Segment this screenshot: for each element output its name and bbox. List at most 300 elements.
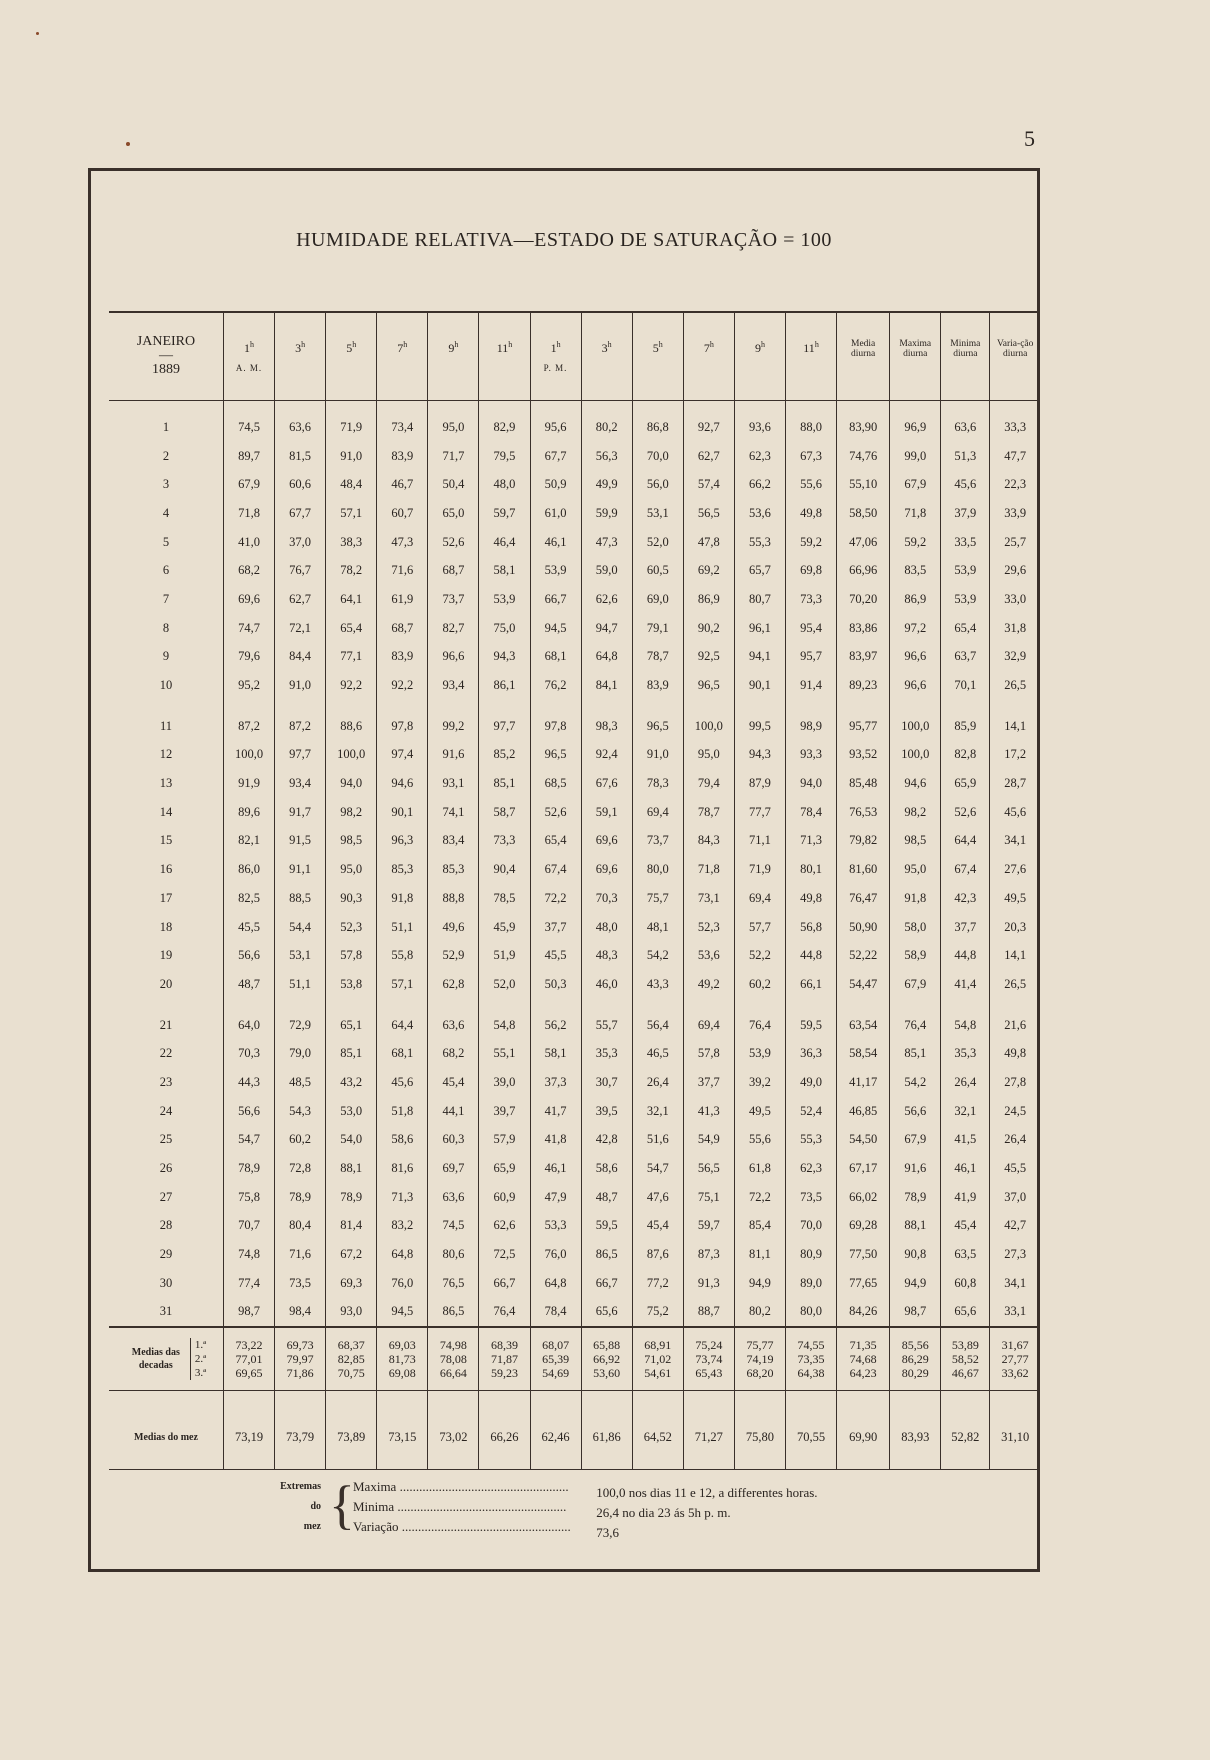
decade-value: 71,35 [849, 1338, 877, 1353]
value-cell: 46,1 [530, 1154, 581, 1183]
month-mean-cell: 73,79 [275, 1391, 326, 1470]
value-cell: 60,6 [275, 470, 326, 499]
value-cell: 72,9 [275, 999, 326, 1040]
value-cell: 75,8 [223, 1183, 274, 1212]
value-cell: 65,4 [530, 827, 581, 856]
value-cell: 56,0 [632, 470, 683, 499]
hour-header [581, 313, 632, 401]
extreme-key: Variação ..... [353, 1517, 593, 1537]
value-cell: 56,6 [223, 941, 274, 970]
value-cell: 98,5 [326, 827, 377, 856]
value-cell: 67,9 [890, 1126, 941, 1155]
value-cell: 55,10 [837, 470, 890, 499]
decade-cell [734, 1327, 785, 1391]
value-cell: 33,5 [941, 528, 990, 557]
decade-number: 3.ª [194, 1367, 207, 1380]
value-cell: 76,0 [530, 1240, 581, 1269]
value-cell: 52,9 [428, 941, 479, 970]
value-cell: 84,3 [683, 827, 734, 856]
value-cell: 94,1 [734, 643, 785, 672]
value-cell: 50,90 [837, 913, 890, 942]
value-cell: 52,22 [837, 941, 890, 970]
value-cell: 65,6 [941, 1298, 990, 1328]
value-cell: 52,6 [941, 798, 990, 827]
day-cell: 6 [162, 563, 170, 578]
value-cell: 93,0 [326, 1298, 377, 1328]
value-cell: 100,0 [890, 741, 941, 770]
value-cell: 91,6 [890, 1154, 941, 1183]
value-cell: 62,8 [428, 970, 479, 999]
value-cell: 53,3 [530, 1212, 581, 1241]
value-cell: 54,7 [223, 1126, 274, 1155]
value-cell: 78,4 [785, 798, 836, 827]
value-cell: 85,1 [479, 769, 530, 798]
value-cell: 93,1 [428, 769, 479, 798]
value-cell: 58,54 [837, 1039, 890, 1068]
value-cell: 54,3 [275, 1097, 326, 1126]
value-cell: 52,3 [326, 913, 377, 942]
value-cell: 69,7 [428, 1154, 479, 1183]
value-cell: 81,4 [326, 1212, 377, 1241]
year-label: 1889 [151, 362, 180, 377]
value-cell: 59,0 [581, 556, 632, 585]
value-cell: 90,8 [890, 1240, 941, 1269]
value-cell: 87,3 [683, 1240, 734, 1269]
hour-header [428, 313, 479, 401]
value-cell: 80,0 [632, 855, 683, 884]
value-cell: 91,0 [275, 671, 326, 700]
value-cell: 71,9 [734, 855, 785, 884]
value-cell: 97,4 [377, 741, 428, 770]
value-cell: 56,2 [530, 999, 581, 1040]
value-cell: 55,1 [479, 1039, 530, 1068]
decade-value: 73,74 [695, 1352, 723, 1367]
value-cell: 51,8 [377, 1097, 428, 1126]
value-cell: 54,4 [275, 913, 326, 942]
value-cell: 96,5 [683, 671, 734, 700]
value-cell: 78,7 [683, 798, 734, 827]
decade-value: 80,29 [901, 1366, 929, 1381]
value-cell: 45,5 [530, 941, 581, 970]
value-cell: 90,4 [479, 855, 530, 884]
value-cell: 85,1 [326, 1039, 377, 1068]
decade-value: 69,65 [235, 1366, 263, 1381]
value-cell: 45,9 [479, 913, 530, 942]
value-cell: 46,4 [479, 528, 530, 557]
value-cell: 69,6 [581, 855, 632, 884]
value-cell: 78,3 [632, 769, 683, 798]
value-cell: 35,3 [941, 1039, 990, 1068]
value-cell: 86,1 [479, 671, 530, 700]
table-row [109, 470, 1040, 499]
value-cell: 57,8 [326, 941, 377, 970]
value-cell: 94,0 [326, 769, 377, 798]
decade-value: 71,87 [490, 1352, 518, 1367]
value-cell: 48,7 [223, 970, 274, 999]
value-cell: 65,9 [479, 1154, 530, 1183]
hour-label: 3 [295, 341, 302, 355]
day-cell: 8 [162, 620, 170, 635]
value-cell: 72,2 [530, 884, 581, 913]
value-cell: 78,9 [223, 1154, 274, 1183]
value-cell: 45,5 [990, 1154, 1040, 1183]
value-cell: 85,3 [428, 855, 479, 884]
value-cell: 76,5 [428, 1269, 479, 1298]
value-cell: 41,17 [837, 1068, 890, 1097]
value-cell: 87,2 [275, 700, 326, 741]
decade-value: 71,86 [286, 1366, 314, 1381]
table-row [109, 528, 1040, 557]
value-cell: 67,4 [530, 855, 581, 884]
value-cell: 58,7 [479, 798, 530, 827]
value-cell: 59,1 [581, 798, 632, 827]
decade-value: 59,23 [490, 1366, 518, 1381]
extremes-label-1: Extremas [280, 1481, 321, 1492]
value-cell: 67,9 [890, 970, 941, 999]
decade-value: 69,73 [286, 1338, 314, 1353]
decade-value: 68,20 [746, 1366, 774, 1381]
value-cell: 69,28 [837, 1212, 890, 1241]
value-cell: 37,0 [990, 1183, 1040, 1212]
hour-label: 11 [803, 341, 815, 355]
value-cell: 83,5 [890, 556, 941, 585]
value-cell: 96,9 [890, 401, 941, 442]
hour-mark: h [352, 340, 357, 349]
value-cell: 34,1 [990, 827, 1040, 856]
value-cell: 49,5 [734, 1097, 785, 1126]
value-cell: 66,7 [581, 1269, 632, 1298]
value-cell: 97,8 [530, 700, 581, 741]
brace-glyph: { [329, 1475, 355, 1535]
value-cell: 50,9 [530, 470, 581, 499]
decade-means-row [109, 1327, 1040, 1391]
value-cell: 55,7 [581, 999, 632, 1040]
decade-value: 68,39 [490, 1338, 518, 1353]
value-cell: 38,3 [326, 528, 377, 557]
month-mean-cell: 62,46 [530, 1391, 581, 1470]
value-cell: 64,4 [941, 827, 990, 856]
value-cell: 74,1 [428, 798, 479, 827]
value-cell: 89,7 [223, 442, 274, 471]
day-cell: 26 [159, 1161, 173, 1176]
decade-value: 69,03 [388, 1338, 416, 1353]
value-cell: 53,0 [326, 1097, 377, 1126]
value-cell: 47,3 [581, 528, 632, 557]
value-cell: 47,8 [683, 528, 734, 557]
value-cell: 96,6 [890, 643, 941, 672]
decade-cell [990, 1327, 1040, 1391]
value-cell: 48,4 [326, 470, 377, 499]
value-cell: 91,3 [683, 1269, 734, 1298]
decade-means-title: Medias das decadas [131, 1347, 180, 1372]
value-cell: 79,4 [683, 769, 734, 798]
month-mean-cell: 70,55 [785, 1391, 836, 1470]
value-cell: 95,6 [530, 401, 581, 442]
decade-cell [785, 1327, 836, 1391]
decade-value: 82,85 [337, 1352, 365, 1367]
value-cell: 62,3 [734, 442, 785, 471]
value-cell: 47,9 [530, 1183, 581, 1212]
hour-mark: h [760, 340, 765, 349]
value-cell: 61,8 [734, 1154, 785, 1183]
day-cell: 7 [162, 591, 170, 606]
value-cell: 65,1 [326, 999, 377, 1040]
value-cell: 62,7 [683, 442, 734, 471]
value-cell: 58,6 [581, 1154, 632, 1183]
value-cell: 59,2 [890, 528, 941, 557]
value-cell: 100,0 [890, 700, 941, 741]
day-cell: 19 [159, 948, 173, 963]
value-cell: 66,7 [479, 1269, 530, 1298]
decade-value: 33,62 [1001, 1366, 1029, 1381]
value-cell: 45,6 [941, 470, 990, 499]
value-cell: 92,4 [581, 741, 632, 770]
decade-cell [377, 1327, 428, 1391]
value-cell: 14,1 [990, 941, 1040, 970]
value-cell: 80,2 [734, 1298, 785, 1328]
value-cell: 37,7 [941, 913, 990, 942]
value-cell: 97,2 [890, 614, 941, 643]
value-cell: 56,6 [890, 1097, 941, 1126]
value-cell: 48,3 [581, 941, 632, 970]
value-cell: 37,3 [530, 1068, 581, 1097]
value-cell: 92,2 [377, 671, 428, 700]
value-cell: 80,9 [785, 1240, 836, 1269]
value-cell: 43,3 [632, 970, 683, 999]
value-cell: 67,6 [581, 769, 632, 798]
month-means-label: Medias do mez [109, 1391, 223, 1470]
day-cell: 16 [159, 862, 173, 877]
value-cell: 80,7 [734, 585, 785, 614]
hour-header [683, 313, 734, 401]
header-row [109, 313, 1040, 401]
value-cell: 74,5 [223, 401, 274, 442]
value-cell: 57,9 [479, 1126, 530, 1155]
page-number: 5 [1024, 126, 1035, 151]
value-cell: 64,4 [377, 999, 428, 1040]
value-cell: 98,9 [785, 700, 836, 741]
value-cell: 81,6 [377, 1154, 428, 1183]
value-cell: 98,2 [890, 798, 941, 827]
value-cell: 51,1 [377, 913, 428, 942]
value-cell: 95,0 [428, 401, 479, 442]
value-cell: 52,0 [479, 970, 530, 999]
value-cell: 60,9 [479, 1183, 530, 1212]
value-cell: 94,5 [530, 614, 581, 643]
value-cell: 42,8 [581, 1126, 632, 1155]
value-cell: 69,6 [581, 827, 632, 856]
value-cell: 33,9 [990, 499, 1040, 528]
value-cell: 84,26 [837, 1298, 890, 1328]
decade-value: 73,22 [235, 1338, 263, 1353]
value-cell: 88,7 [683, 1298, 734, 1328]
value-cell: 78,9 [326, 1183, 377, 1212]
value-cell: 85,48 [837, 769, 890, 798]
value-cell: 97,7 [275, 741, 326, 770]
value-cell: 68,7 [428, 556, 479, 585]
value-cell: 25,7 [990, 528, 1040, 557]
value-cell: 65,6 [581, 1298, 632, 1328]
value-cell: 69,8 [785, 556, 836, 585]
table-row [109, 499, 1040, 528]
decade-value: 73,35 [797, 1352, 825, 1367]
value-cell: 55,6 [734, 1126, 785, 1155]
value-cell: 95,77 [837, 700, 890, 741]
value-cell: 87,6 [632, 1240, 683, 1269]
value-cell: 80,6 [428, 1240, 479, 1269]
value-cell: 87,9 [734, 769, 785, 798]
day-cell: 21 [159, 1017, 173, 1032]
hour-label: 9 [448, 341, 455, 355]
day-cell: 17 [159, 890, 173, 905]
value-cell: 67,4 [941, 855, 990, 884]
value-cell: 53,9 [941, 556, 990, 585]
value-cell: 55,3 [734, 528, 785, 557]
value-cell: 94,3 [734, 741, 785, 770]
value-cell: 21,6 [990, 999, 1040, 1040]
value-cell: 88,0 [785, 401, 836, 442]
table-row [109, 1212, 1040, 1241]
value-cell: 42,7 [990, 1212, 1040, 1241]
value-cell: 74,8 [223, 1240, 274, 1269]
value-cell: 76,7 [275, 556, 326, 585]
value-cell: 99,0 [890, 442, 941, 471]
decade-value: 74,98 [439, 1338, 467, 1353]
value-cell: 61,9 [377, 585, 428, 614]
hour-period: A. M. [235, 363, 263, 373]
value-cell: 26,4 [990, 1126, 1040, 1155]
value-cell: 78,4 [530, 1298, 581, 1328]
stat-header: Varia-ção diurna [990, 313, 1040, 401]
value-cell: 74,76 [837, 442, 890, 471]
value-cell: 73,7 [632, 827, 683, 856]
value-cell: 61,0 [530, 499, 581, 528]
value-cell: 95,7 [785, 643, 836, 672]
decade-cell [581, 1327, 632, 1391]
value-cell: 98,3 [581, 700, 632, 741]
day-cell: 30 [159, 1275, 173, 1290]
value-cell: 56,5 [683, 1154, 734, 1183]
value-cell: 54,2 [890, 1068, 941, 1097]
value-cell: 47,7 [990, 442, 1040, 471]
value-cell: 79,1 [632, 614, 683, 643]
value-cell: 49,8 [990, 1039, 1040, 1068]
value-cell: 91,8 [377, 884, 428, 913]
value-cell: 91,0 [632, 741, 683, 770]
table-row [109, 442, 1040, 471]
value-cell: 70,1 [941, 671, 990, 700]
hour-label: 9 [754, 341, 761, 355]
day-cell: 28 [159, 1218, 173, 1233]
value-cell: 66,96 [837, 556, 890, 585]
value-cell: 41,8 [530, 1126, 581, 1155]
table-row [109, 1240, 1040, 1269]
value-cell: 65,7 [734, 556, 785, 585]
value-cell: 70,7 [223, 1212, 274, 1241]
value-cell: 100,0 [326, 741, 377, 770]
value-cell: 75,2 [632, 1298, 683, 1328]
month-header: JANEIRO — 1889 [109, 313, 223, 401]
value-cell: 24,5 [990, 1097, 1040, 1126]
humidity-table [109, 313, 1040, 1470]
value-cell: 77,4 [223, 1269, 274, 1298]
value-cell: 67,7 [530, 442, 581, 471]
value-cell: 93,4 [428, 671, 479, 700]
value-cell: 69,4 [683, 999, 734, 1040]
day-cell: 13 [159, 776, 173, 791]
value-cell: 63,5 [941, 1240, 990, 1269]
value-cell: 45,6 [377, 1068, 428, 1097]
value-cell: 46,1 [941, 1154, 990, 1183]
value-cell: 62,6 [479, 1212, 530, 1241]
day-cell: 24 [159, 1103, 173, 1118]
value-cell: 53,8 [326, 970, 377, 999]
value-cell: 32,1 [632, 1097, 683, 1126]
extremes-label-2: do [310, 1501, 321, 1512]
value-cell: 85,4 [734, 1212, 785, 1241]
hour-header [785, 313, 836, 401]
value-cell: 53,1 [632, 499, 683, 528]
value-cell: 30,7 [581, 1068, 632, 1097]
table-row [109, 941, 1040, 970]
value-cell: 96,5 [530, 741, 581, 770]
value-cell: 55,8 [377, 941, 428, 970]
value-cell: 86,9 [890, 585, 941, 614]
value-cell: 69,3 [326, 1269, 377, 1298]
value-cell: 36,3 [785, 1039, 836, 1068]
day-cell: 14 [159, 804, 173, 819]
decade-value: 81,73 [388, 1352, 416, 1367]
value-cell: 64,8 [377, 1240, 428, 1269]
month-mean-cell: 75,80 [734, 1391, 785, 1470]
value-cell: 52,2 [734, 941, 785, 970]
table-row [109, 970, 1040, 999]
table-row [109, 769, 1040, 798]
value-cell: 67,9 [890, 470, 941, 499]
value-cell: 57,8 [683, 1039, 734, 1068]
month-mean-cell: 73,15 [377, 1391, 428, 1470]
value-cell: 22,3 [990, 470, 1040, 499]
value-cell: 58,9 [890, 941, 941, 970]
value-cell: 54,9 [683, 1126, 734, 1155]
month-mean-cell: 31,10 [990, 1391, 1040, 1470]
value-cell: 82,5 [223, 884, 274, 913]
table-body [109, 401, 1040, 1470]
value-cell: 31,8 [990, 614, 1040, 643]
value-cell: 17,2 [990, 741, 1040, 770]
value-cell: 46,85 [837, 1097, 890, 1126]
table-row [109, 1154, 1040, 1183]
value-cell: 78,9 [275, 1183, 326, 1212]
value-cell: 71,8 [683, 855, 734, 884]
value-cell: 85,2 [479, 741, 530, 770]
hour-header [223, 313, 274, 401]
value-cell: 68,1 [377, 1039, 428, 1068]
month-mean-cell: 52,82 [941, 1391, 990, 1470]
value-cell: 90,1 [377, 798, 428, 827]
day-cell: 27 [159, 1189, 173, 1204]
value-cell: 71,3 [785, 827, 836, 856]
value-cell: 46,0 [581, 970, 632, 999]
value-cell: 39,2 [734, 1068, 785, 1097]
value-cell: 53,9 [941, 585, 990, 614]
value-cell: 48,1 [632, 913, 683, 942]
value-cell: 60,2 [734, 970, 785, 999]
value-cell: 54,8 [479, 999, 530, 1040]
value-cell: 28,7 [990, 769, 1040, 798]
value-cell: 86,8 [632, 401, 683, 442]
value-cell: 71,6 [377, 556, 428, 585]
